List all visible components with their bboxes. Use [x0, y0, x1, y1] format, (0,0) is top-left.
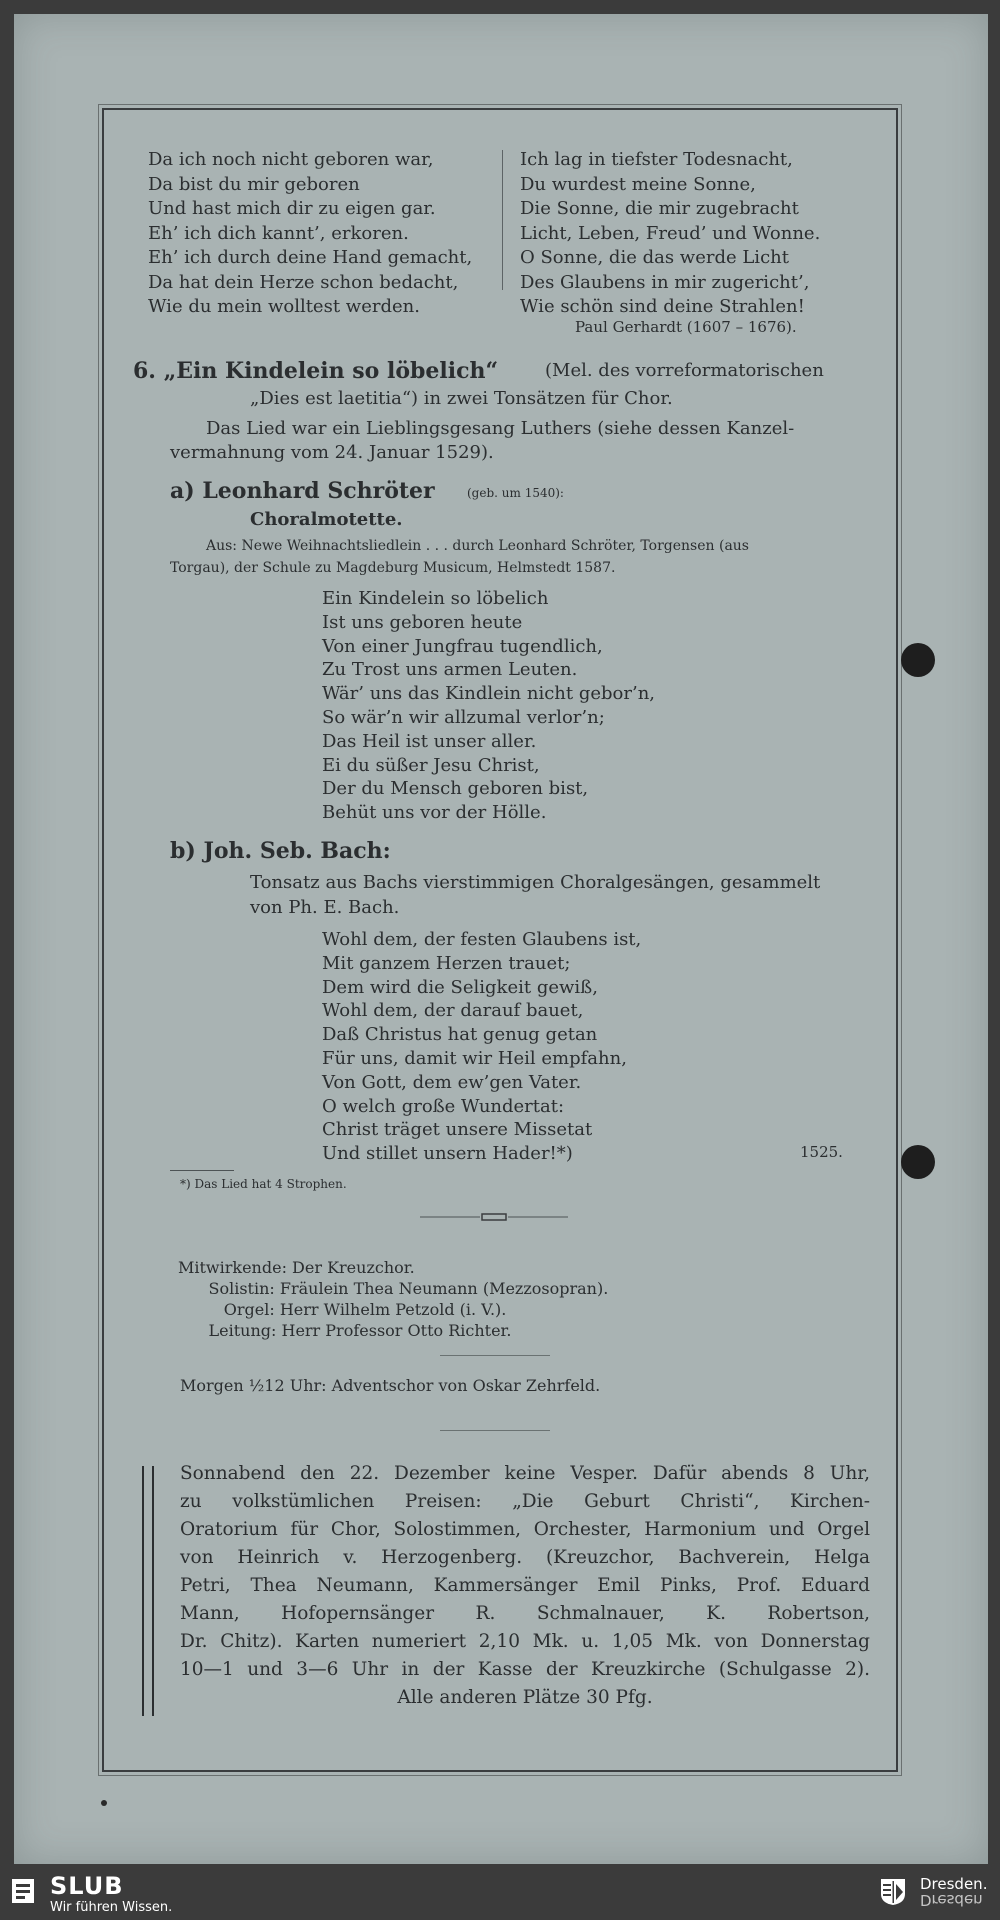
poem-author: Paul Gerhardt (1607 – 1676).	[575, 318, 797, 336]
slub-wordmark: SLUB	[50, 1872, 124, 1900]
footnote: *) Das Lied hat 4 Strophen.	[180, 1177, 347, 1191]
section-a-source-line-2: Torgau), der Schule zu Magdeburg Musicum, Helmstedt 1587.	[170, 560, 616, 576]
section-b-composer: b) Joh. Seb. Bach:	[170, 838, 391, 864]
section-a-subtitle: Choralmotette.	[250, 509, 403, 530]
slub-tagline: Wir führen Wissen.	[50, 1900, 173, 1915]
announcement-line: von Heinrich v. Herzogenberg. (Kreuzchor, Bachverein, Helga	[180, 1547, 870, 1568]
separator-1	[440, 1355, 550, 1356]
section-a-source-line-1: Aus: Newe Weihnachtsliedlein . . . durch Leonhard Schröter, Torgensen (aus	[206, 538, 749, 554]
punch-hole	[901, 1145, 935, 1179]
item-6-melody-line-1: (Mel. des vorreformatorischen	[545, 360, 824, 381]
dresden-label: Dresden.	[920, 1875, 988, 1893]
announcement-line: Sonnabend den 22. Dezember keine Vesper. Dafür abends 8 Uhr,	[180, 1463, 870, 1484]
announcement-line: Petri, Thea Neumann, Kammersänger Emil Pinks, Prof. Eduard	[180, 1575, 870, 1596]
announcement-line: Mann, Hofopernsänger R. Schmalnauer, K. Robertson,	[180, 1603, 870, 1624]
dresden-wordmark	[920, 1876, 987, 1908]
performers-list: Mitwirkende: Der Kreuzchor. Solistin: Fräulein Thea Neumann (Mezzosopran). Orgel: Herr Wilhelm Petzold (i. V.). Leitung: Herr Professor Otto Richter.	[178, 1258, 609, 1340]
branding-bar	[0, 1868, 1000, 1920]
section-b-subtitle-line-1: Tonsatz aus Bachs vierstimmigen Choralgesängen, gesammelt	[250, 872, 821, 893]
section-a-composer: a) Leonhard Schröter	[170, 478, 435, 504]
section-b-year: 1525.	[800, 1143, 843, 1161]
announcement-line: 10—1 und 3—6 Uhr in der Kasse der Kreuzkirche (Schulgasse 2).	[180, 1659, 870, 1680]
item-6-note-line-2: vermahnung vom 24. Januar 1529).	[170, 442, 494, 463]
punch-hole	[901, 643, 935, 677]
morgen-notice: Morgen ½12 Uhr: Adventschor von Oskar Zehrfeld.	[180, 1376, 601, 1395]
announcement-bar-right	[152, 1466, 154, 1716]
announcement-line: Oratorium für Chor, Solostimmen, Orchester, Harmonium und Orgel	[180, 1519, 870, 1540]
announcement-line: Alle anderen Plätze 30 Pfg.	[397, 1687, 653, 1708]
poem-right-column: Ich lag in tiefster Todesnacht, Du wurdest meine Sonne, Die Sonne, die mir zugebracht Licht, Leben, Freud’ und Wonne. O Sonne, die das werde Licht Des Glaubens in mir zugericht’, Wie schön sind deine Strahlen!	[520, 149, 821, 317]
slub-logo-icon	[12, 1879, 34, 1903]
dresden-mirror-label: Dresden	[920, 1891, 983, 1909]
announcement-box	[180, 1460, 870, 1712]
paper-speck	[101, 1800, 107, 1806]
dresden-crest-icon	[880, 1878, 906, 1906]
column-divider	[502, 150, 503, 290]
item-6-melody-line-2: „Dies est laetitia“) in zwei Tonsätzen für Chor.	[250, 388, 673, 409]
announcement-line: zu volkstümlichen Preisen: „Die Geburt Christi“, Kirchen-	[180, 1491, 870, 1512]
separator-2	[440, 1430, 550, 1431]
poem-left-column: Da ich noch nicht geboren war, Da bist du mir geboren Und hast mich dir zu eigen gar. Eh’ ich dich kannt’, erkoren. Eh’ ich durch deine Hand gemacht, Da hat dein Herze schon bedacht, Wie du mein wolltest werden.	[148, 149, 473, 317]
section-b-verse: Wohl dem, der festen Glaubens ist, Mit ganzem Herzen trauet; Dem wird die Seligkeit gewiß, Wohl dem, der darauf bauet, Daß Christus hat genug getan Für uns, damit wir Heil empfahn, Von Gott, dem ew’gen Vater. O welch große Wundertat: Christ träget unsere Missetat Und stillet unsern Hader!*)	[322, 929, 642, 1165]
ornament-divider	[420, 1213, 568, 1221]
section-b-subtitle-line-2: von Ph. E. Bach.	[250, 897, 400, 918]
footnote-rule	[170, 1170, 234, 1171]
section-a-birth: (geb. um 1540):	[467, 486, 564, 500]
announcement-bar-left	[142, 1466, 144, 1716]
announcement-line: Dr. Chitz). Karten numeriert 2,10 Mk. u. 1,05 Mk. von Donnerstag	[180, 1631, 870, 1652]
item-6-note-line-1: Das Lied war ein Lieblingsgesang Luthers (siehe dessen Kanzel-	[206, 418, 795, 439]
section-a-verse: Ein Kindelein so löbelich Ist uns geboren heute Von einer Jungfrau tugendlich, Zu Trost uns armen Leuten. Wär’ uns das Kindlein nicht gebor’n, So wär’n wir allzumal verlor’n; Das Heil ist unser aller. Ei du süßer Jesu Christ, Der du Mensch geboren bist, Behüt uns vor der Hölle.	[322, 588, 656, 824]
item-6-heading: 6. „Ein Kindelein so löbelich“	[133, 358, 499, 384]
